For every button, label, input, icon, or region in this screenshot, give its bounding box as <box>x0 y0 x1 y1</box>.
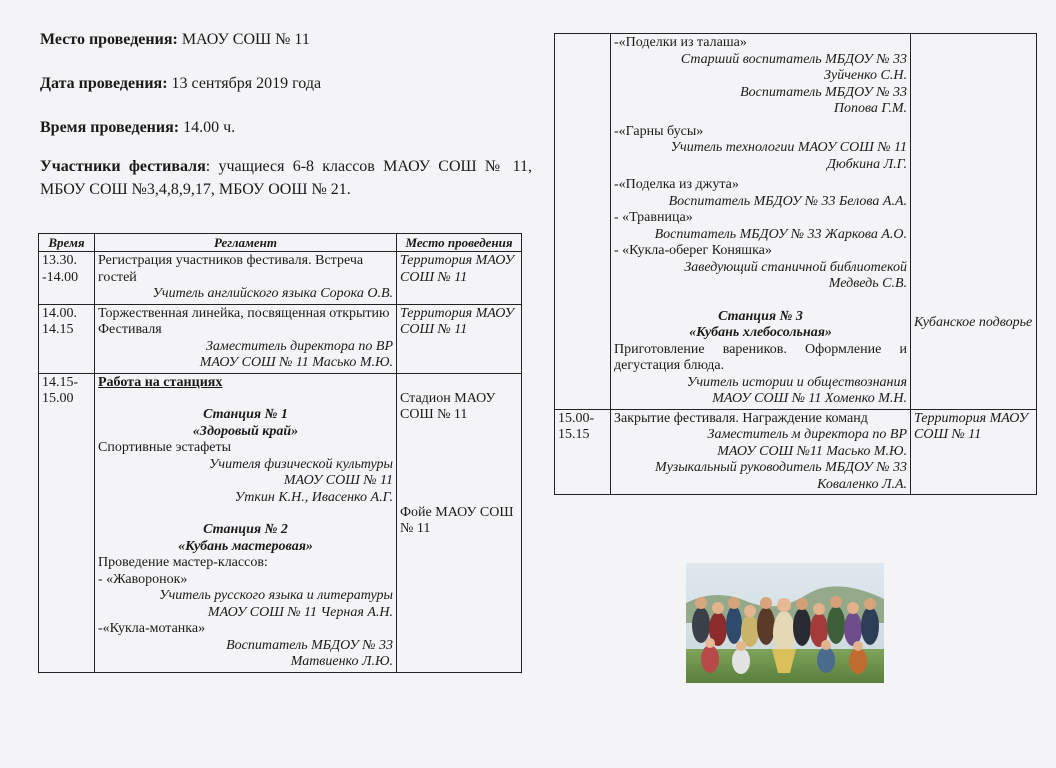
row-time: 13.30. -14.00 <box>39 252 95 305</box>
festival-photo-illustration <box>686 563 884 683</box>
row-place: Территория МАОУ СОШ № 11 <box>911 409 1037 495</box>
station-text: Приготовление вареников. Оформление и дегустация блюда. <box>614 341 907 373</box>
header-program: Регламент <box>95 234 397 252</box>
schedule-table-right <box>554 33 1037 495</box>
row-program <box>611 34 911 410</box>
row-place <box>397 373 522 672</box>
row-place: Территория МАОУ СОШ № 11 <box>397 252 522 305</box>
station-place: Стадион МАОУ СОШ № 11 <box>400 390 496 422</box>
responsible: Старший воспитатель МБДОУ № 33 <box>680 51 907 67</box>
table-row <box>555 34 1037 410</box>
table-row <box>555 409 1037 495</box>
responsible: Воспитатель МБДОУ № 33 Жаркова А.О. <box>654 226 907 242</box>
date-value: 13 сентября 2019 года <box>167 75 322 92</box>
masterclass-item: -«Гарны бусы» <box>614 123 704 139</box>
responsible: Учитель русского языка и литературы <box>159 588 393 603</box>
responsible: Учитель технологии МАОУ СОШ № 11 <box>670 140 907 155</box>
responsible: Заместитель директора по ВР <box>205 338 393 354</box>
row-program <box>95 373 397 672</box>
row-program <box>95 252 397 305</box>
station-place: Фойе МАОУ СОШ № 11 <box>400 504 514 536</box>
responsible: Учитель английского языка Сорока О.В. <box>152 286 393 301</box>
responsible: Дюбкина Л.Г. <box>826 156 907 172</box>
time-value: 14.00 ч. <box>179 119 236 136</box>
date-label: Дата проведения: <box>40 75 168 92</box>
masterclass-item: - «Кукла-оберег Коняшка» <box>614 243 772 258</box>
masterclass-item: - «Жаворонок» <box>98 571 188 587</box>
table-row <box>39 252 522 305</box>
responsible: МАОУ СОШ № 11 Хоменко М.Н. <box>712 391 907 406</box>
row-time: 14.00. 14.15 <box>39 304 95 373</box>
date-line <box>40 74 321 93</box>
responsible: МАОУ СОШ № 11 Черная А.Н. <box>207 604 393 620</box>
masterclass-item: -«Поделка из джута» <box>614 177 739 192</box>
responsible: Заместитель м директора по ВР <box>707 427 907 442</box>
responsible: Зуйченко С.Н. <box>824 68 907 83</box>
responsible: Воспитатель МБДОУ № 33 <box>740 84 907 100</box>
participants-value: : учащиеся 6-8 классов МАОУ СОШ № 11, МБОУ СОШ №3,4,8,9,17, МБОУ ООШ № 21. <box>40 158 533 198</box>
row-program <box>95 304 397 373</box>
responsible: Учитель истории и обществознания <box>686 374 907 390</box>
responsible: Учителя физической культуры <box>209 456 393 472</box>
masterclass-item: - «Травница» <box>614 210 693 225</box>
station-title: «Кубань мастеровая» <box>178 538 313 554</box>
responsible: Матвиенко Л.Ю. <box>290 654 393 669</box>
participants-line <box>40 155 532 201</box>
responsible: Медведь С.В. <box>828 276 907 291</box>
program-text: Торжественная линейка, посвященная открытию Фестиваля <box>98 305 390 337</box>
station-name: Станция № 3 <box>718 308 803 324</box>
masterclass-item: -«Кукла-мотанка» <box>98 621 206 636</box>
row-place <box>911 34 1037 410</box>
responsible: Коваленко Л.А. <box>817 476 907 492</box>
station-text: Проведение мастер-классов: <box>98 555 268 570</box>
venue-line <box>40 30 310 49</box>
row-program <box>611 409 911 495</box>
station-name: Станция № 2 <box>203 522 288 537</box>
responsible: Воспитатель МБДОУ № 33 Белова А.А. <box>668 193 907 209</box>
responsible: Уткин К.Н., Ивасенко А.Г. <box>234 489 393 505</box>
row-time: 15.00- 15.15 <box>555 409 611 495</box>
table-header-row <box>39 234 522 252</box>
schedule-table-left <box>38 233 522 673</box>
program-text: Закрытие фестиваля. Награждение команд <box>614 410 868 426</box>
responsible: Заведующий станичной библиотекой <box>684 259 907 275</box>
time-line <box>40 118 235 137</box>
row-time: 14.15- 15.00 <box>39 373 95 672</box>
row-time <box>555 34 611 410</box>
responsible: Попова Г.М. <box>833 101 907 116</box>
venue-value: МАОУ СОШ № 11 <box>177 31 310 48</box>
station-name: Станция № 1 <box>203 407 288 422</box>
table-row <box>39 304 522 373</box>
responsible: Воспитатель МБДОУ № 33 <box>226 637 393 653</box>
station-title: «Здоровый край» <box>192 423 299 439</box>
table-row <box>39 373 522 672</box>
festival-photo <box>686 563 884 683</box>
venue-label: Место проведения: <box>40 31 178 48</box>
responsible: Музыкальный руководитель МБДОУ № 33 <box>655 460 907 475</box>
time-label: Время проведения: <box>40 119 180 136</box>
masterclass-item: -«Поделки из талаша» <box>614 35 747 50</box>
responsible: МАОУ СОШ №11 Масько М.Ю. <box>717 443 907 459</box>
row-place: Территория МАОУ СОШ № 11 <box>397 304 522 373</box>
participants-label: Участники фестиваля <box>40 158 206 175</box>
responsible: МАОУ СОШ № 11 <box>283 473 393 488</box>
stations-heading: Работа на станциях <box>98 374 223 390</box>
responsible: МАОУ СОШ № 11 Масько М.Ю. <box>199 355 393 370</box>
station-title: «Кубань хлебосольная» <box>689 325 832 340</box>
station-place: Кубанское подворье <box>914 315 1033 330</box>
header-place: Место проведения <box>397 234 522 252</box>
program-text: Регистрация участников фестиваля. Встреча гостей <box>98 253 364 285</box>
station-text: Спортивные эстафеты <box>98 440 232 455</box>
header-time: Время <box>39 234 95 252</box>
